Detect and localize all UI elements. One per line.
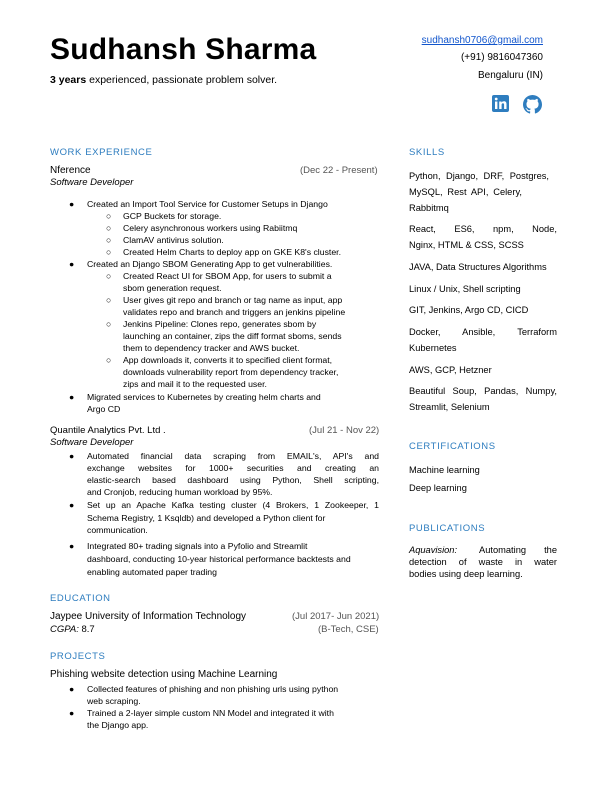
- skill-line: Rabbitmq: [409, 203, 449, 213]
- list-item: Created Helm Charts to deploy app on GKE K8's cluster.: [123, 247, 341, 257]
- job-role: Software Developer: [50, 437, 134, 448]
- publication-text: Automating the: [479, 545, 557, 555]
- list-item: App downloads it, converts it to specified client format,: [123, 355, 333, 365]
- project-title: Phishing website detection using Machine Learning: [50, 669, 278, 680]
- skill-line: Docker, Ansible, Terraform: [409, 327, 557, 337]
- list-item: exchange websites for 1000+ securities and creating an: [87, 463, 379, 473]
- list-item: zips and mail it to the requested user.: [123, 379, 267, 389]
- list-item: Created an Django SBOM Generating App to get vulnerabilities.: [87, 259, 333, 269]
- job-role: Software Developer: [50, 177, 134, 188]
- bullet-dot: ●: [69, 259, 75, 269]
- bullet-circle: ○: [106, 247, 112, 257]
- publication-text: bodies using deep learning.: [409, 569, 523, 579]
- skill-line: Nginx, HTML & CSS, SCSS: [409, 240, 524, 250]
- skill-line: Beautiful Soup, Pandas, Numpy,: [409, 386, 557, 396]
- publication-title: Aquavision:: [409, 545, 458, 555]
- certification-item: Deep learning: [409, 483, 467, 493]
- school-name: Jaypee University of Information Technology: [50, 611, 247, 622]
- list-item: Migrated services to Kubernetes by creating helm charts and: [87, 392, 321, 402]
- list-item: Created React UI for SBOM App, for users to submit a: [123, 271, 332, 281]
- list-item: validates repo and branch and triggers an jenkins pipeline: [123, 307, 346, 317]
- list-item: sbom generation request.: [123, 283, 222, 293]
- cgpa-label: CGPA:: [50, 624, 79, 635]
- list-item: dashboard, conducting 10-year historical performance backtests and: [87, 554, 351, 564]
- list-item: Set up an Apache Kafka testing cluster (4 Brokers, 1 Zookeeper, 1: [87, 500, 379, 510]
- list-item: Celery asynchronous workers using Rabiitmq: [123, 223, 298, 233]
- bullet-dot: ●: [69, 199, 75, 209]
- list-item: ClamAV antivirus solution.: [123, 235, 224, 245]
- tagline-text: experienced, passionate problem solver.: [86, 74, 278, 86]
- email-link[interactable]: sudhansh0706@gmail.com: [421, 35, 543, 46]
- bullet-circle: ○: [106, 355, 112, 365]
- list-item: Jenkins Pipeline: Clones repo, generates sbom by: [123, 319, 317, 329]
- tagline-experience: 3 years: [50, 74, 87, 86]
- bullet-dot: ●: [69, 451, 75, 461]
- publication-text: detection of waste in water: [409, 557, 557, 567]
- list-item: Collected features of phishing and non phishing urls using python: [87, 684, 339, 694]
- skills-list: [409, 0, 557, 792]
- cgpa-value: 8.7: [78, 624, 95, 635]
- education-heading: EDUCATION: [50, 593, 111, 604]
- bullet-dot: ●: [69, 541, 75, 551]
- list-item: GCP Buckets for storage.: [123, 211, 222, 221]
- degree: (B-Tech, CSE): [318, 624, 379, 635]
- certifications-heading: CERTIFICATIONS: [409, 441, 496, 452]
- bullet-circle: ○: [106, 295, 112, 305]
- bullet-circle: ○: [106, 235, 112, 245]
- list-item: downloads vulnerability report from dependency tracker,: [123, 367, 339, 377]
- work-experience-heading: WORK EXPERIENCE: [50, 147, 153, 158]
- bullet-dot: ●: [69, 708, 75, 718]
- location: Bengaluru (IN): [477, 70, 543, 81]
- education-dates: (Jul 2017- Jun 2021): [292, 611, 380, 622]
- list-item: Trained a 2-layer simple custom NN Model and integrated it with: [87, 708, 334, 718]
- phone-number: (+91) 9816047360: [460, 52, 543, 63]
- skill-line: JAVA, Data Structures Algorithms: [409, 262, 547, 272]
- publications-heading: PUBLICATIONS: [409, 523, 486, 534]
- projects-heading: PROJECTS: [50, 651, 106, 662]
- bullet-circle: ○: [106, 211, 112, 221]
- skill-line: React, ES6, npm, Node,: [409, 224, 557, 234]
- skills-heading: SKILLS: [409, 147, 445, 158]
- candidate-name: Sudhansh Sharma: [50, 33, 317, 66]
- list-item: them to dependency tracker and AWS bucket.: [123, 343, 300, 353]
- list-item: and Cronjob, reducing human workload by 95%.: [87, 487, 273, 497]
- list-item: enabling automated paper trading: [87, 567, 217, 577]
- job-company: Nference: [50, 165, 91, 176]
- bullet-dot: ●: [69, 500, 75, 510]
- publication-line: [409, 545, 557, 555]
- list-item: communication.: [87, 525, 148, 535]
- skill-line: Kubernetes: [409, 343, 457, 353]
- list-item: the Django app.: [87, 720, 149, 730]
- skill-line: AWS, GCP, Hetzner: [409, 365, 492, 375]
- skill-line: Python, Django, DRF, Postgres,: [409, 171, 549, 181]
- bullet-dot: ●: [69, 684, 75, 694]
- list-item: elastic-search based dashboard using Python, Shell scripting,: [87, 475, 379, 485]
- list-item: Schema Registry, 1 Ksqldb) and developed a Python client for: [87, 513, 326, 523]
- skill-line: MySQL, Rest API, Celery,: [409, 187, 522, 197]
- list-item: web scraping.: [87, 696, 141, 706]
- job-dates: (Jul 21 - Nov 22): [309, 425, 380, 436]
- job-company: Quantile Analytics Pvt. Ltd .: [50, 425, 166, 436]
- skill-line: GIT, Jenkins, Argo CD, CICD: [409, 305, 529, 315]
- list-item: User gives git repo and branch or tag name as input, app: [123, 295, 343, 305]
- job-dates: (Dec 22 - Present): [300, 165, 378, 176]
- bullet-circle: ○: [106, 223, 112, 233]
- bullet-circle: ○: [106, 271, 112, 281]
- list-item: launching an container, zips the diff format sboms, sends: [123, 331, 342, 341]
- bullet-circle: ○: [106, 319, 112, 329]
- certification-item: Machine learning: [409, 465, 480, 475]
- list-item: Integrated 80+ trading signals into a Pyfolio and Streamlit: [87, 541, 308, 551]
- list-item: Argo CD: [87, 404, 121, 414]
- skill-line: Streamlit, Selenium: [409, 402, 490, 412]
- skill-line: Linux / Unix, Shell scripting: [409, 284, 521, 294]
- list-item: Created an Import Tool Service for Customer Setups in Django: [87, 199, 328, 209]
- bullet-dot: ●: [69, 392, 75, 402]
- list-item: Automated financial data scraping from EMAIL's, API's and: [87, 451, 379, 461]
